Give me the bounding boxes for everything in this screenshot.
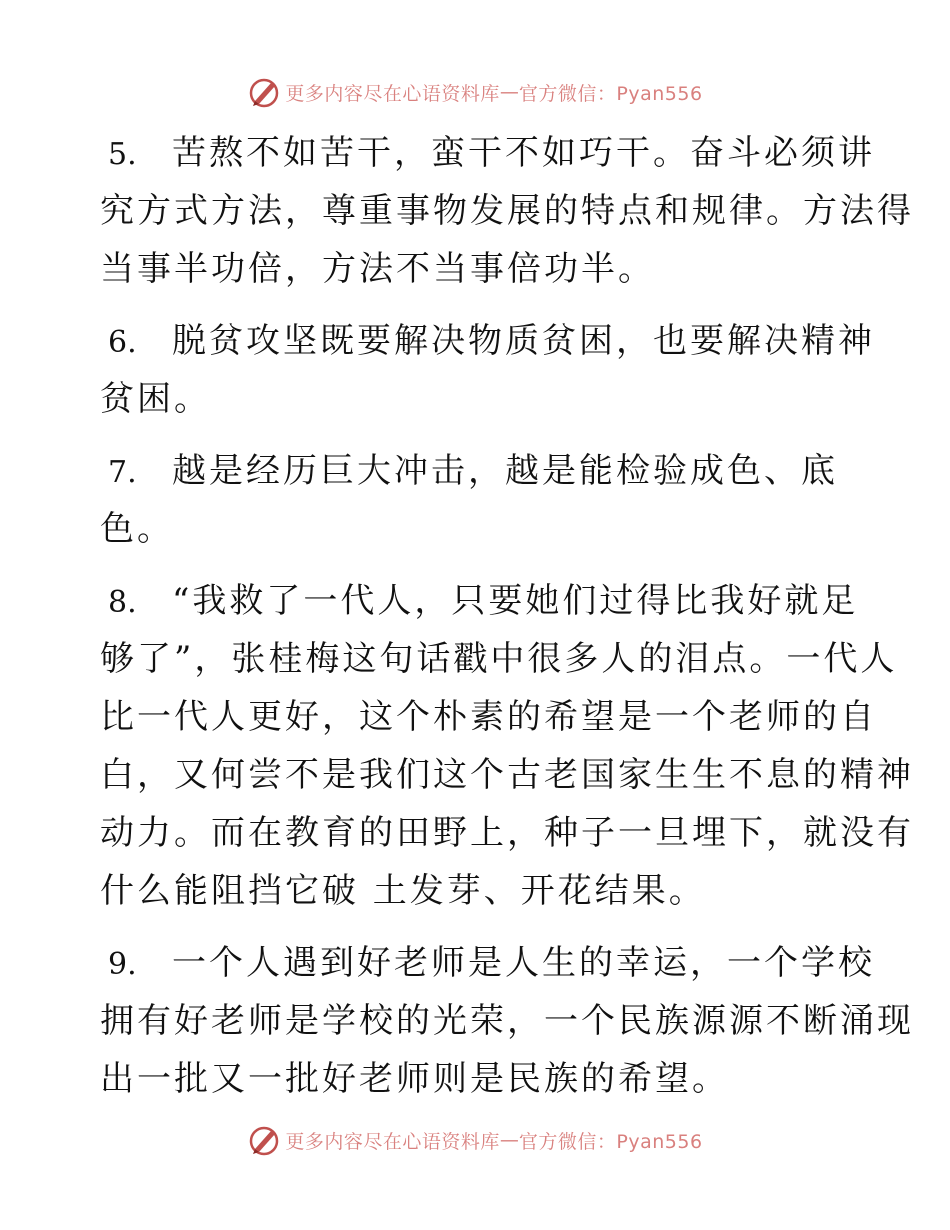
paragraph-number: 8. [108, 585, 137, 620]
paragraph-number: 6. [108, 325, 137, 360]
paragraph-line: 出一批又一批好老师则是民族的希望。 [100, 1059, 729, 1099]
paragraph-line: 白，又何尝不是我们这个古老国家生生不息的精神 [100, 755, 914, 795]
paragraph-line: 够了”，张桂梅这句话戳中很多人的泪点。一代人 [100, 639, 898, 679]
paragraph-line: 5. 苦熬不如苦干，蛮干不如巧干。奋斗必须讲 [100, 124, 850, 182]
paragraph-5 [100, 124, 914, 298]
paragraph-line: 什么能阻挡它破 土发芽、开花结果。 [100, 871, 706, 911]
paragraph-line: 9. 一个人遇到好老师是人生的幸运，一个学校 [100, 934, 850, 992]
paragraph-line: 色。 [100, 509, 174, 549]
watermark-text: 更多内容尽在心语资料库 [285, 1130, 500, 1153]
watermark-suffix: 官方微信：Pyan556 [518, 1130, 703, 1153]
paragraph-line: 6. 脱贫攻坚既要解决物质贫困，也要解决精神 [100, 312, 850, 370]
paragraph-number: 5. [108, 137, 137, 172]
header-watermark [0, 72, 950, 112]
watermark-separator: — [499, 1129, 519, 1151]
watermark-suffix: 官方微信：Pyan556 [518, 82, 703, 105]
paragraph-7 [100, 442, 850, 558]
paragraph-line: 7. 越是经历巨大冲击，越是能检验成色、底 [100, 442, 850, 500]
paragraph-line: 动力。而在教育的田野上，种子一旦埋下，就没有 [100, 813, 914, 853]
paragraph-number: 9. [108, 947, 137, 982]
paragraph-line: 8. “我救了一代人，只要她们过得比我好就足 [100, 572, 850, 630]
watermark-separator: — [499, 81, 519, 103]
document-body [100, 124, 914, 1122]
paragraph-line: 究方式方法，尊重事物发展的特点和规律。方法得 [100, 191, 914, 231]
paragraph-6 [100, 312, 875, 428]
paragraph-9 [100, 934, 914, 1108]
paragraph-number: 7. [108, 455, 137, 490]
pen-logo-icon [247, 1123, 281, 1157]
paragraph-line: 比一代人更好，这个朴素的希望是一个老师的自 [100, 697, 877, 737]
paragraph-line: 当事半功倍，方法不当事倍功半。 [100, 249, 655, 289]
pen-logo-icon [247, 75, 281, 109]
footer-watermark [0, 1120, 950, 1160]
watermark-text: 更多内容尽在心语资料库 [285, 82, 500, 105]
paragraph-8 [100, 572, 914, 920]
paragraph-line: 贫困。 [100, 379, 211, 419]
paragraph-line: 拥有好老师是学校的光荣，一个民族源源不断涌现 [100, 1001, 914, 1041]
